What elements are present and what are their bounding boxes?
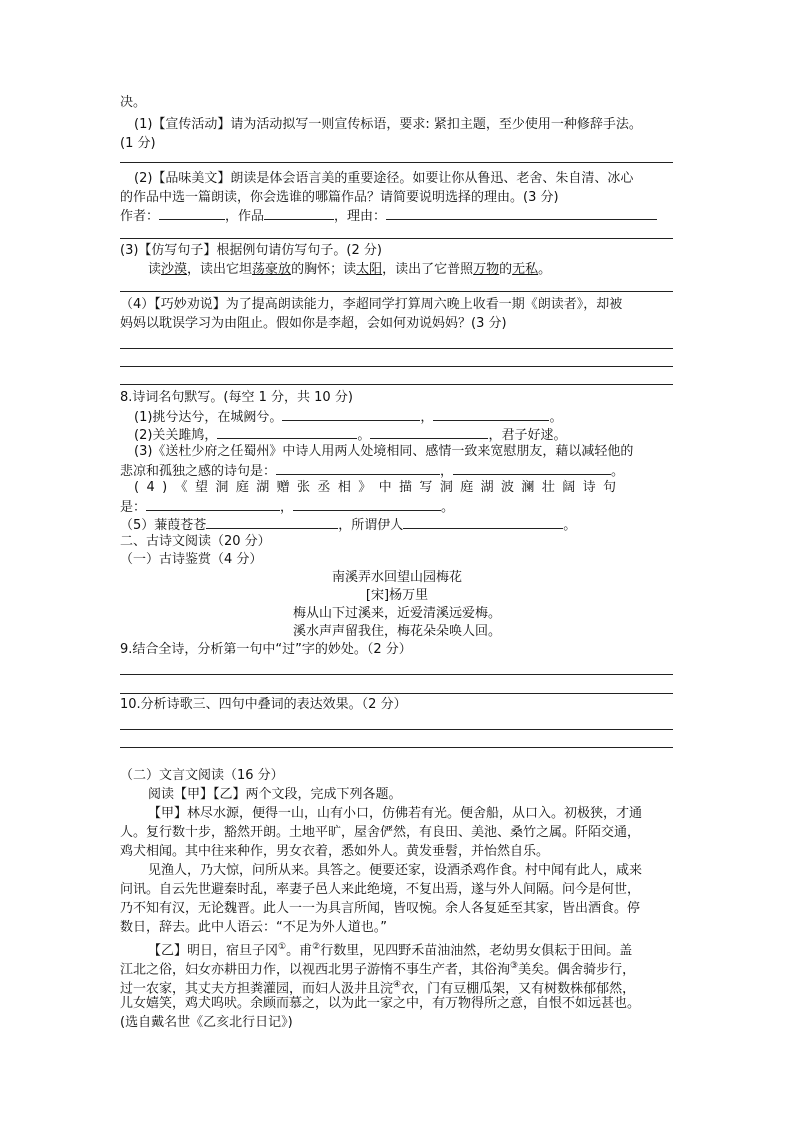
author-label: 作者： bbox=[120, 209, 160, 224]
passage-yi-line: 江北之俗，妇女亦耕田力作，以视西北男子游惰不事生产者，其俗洵③美矣。偶舍骑步行， bbox=[120, 961, 636, 978]
fill-blank[interactable] bbox=[217, 426, 357, 439]
q8-line3b: 悲凉和孤独之感的诗句是： ， 。 bbox=[120, 464, 625, 479]
answer-line[interactable] bbox=[120, 238, 673, 239]
q8-line4b: 是： ， 。 bbox=[120, 500, 455, 515]
fill-blank[interactable] bbox=[206, 516, 338, 529]
answer-line[interactable] bbox=[120, 348, 673, 349]
passage-jia-line: 乃不知有汉，无论魏晋。此人一一为具言所闻，皆叹惋。余人各复延至其家，皆出酒食。停 bbox=[120, 901, 641, 916]
answer-line[interactable] bbox=[120, 747, 673, 748]
fill-blank[interactable] bbox=[282, 408, 420, 421]
previous-text-tail: 决。 bbox=[120, 95, 147, 110]
passage-jia-line: 问讯。自云先世避秦时乱，率妻子邑人来此绝境，不复出焉，遂与外人间隔。问今是何世， bbox=[120, 882, 641, 897]
section3-sub2: （二）文言文阅读（16 分） bbox=[120, 768, 284, 783]
q8-title: 8.诗词名句默写。(每空 1 分，共 10 分) bbox=[120, 390, 353, 405]
q8-line5: （5）蒹葭苍苍 ，所谓伊人 。 bbox=[120, 518, 577, 533]
footnote-marker: ① bbox=[278, 942, 287, 952]
q7-part4-prompt-line1: （4）【巧妙劝说】为了提高朗读能力，李超同学打算周六晚上收看一期《朗读者》，却被 bbox=[120, 297, 623, 312]
fill-blank[interactable] bbox=[146, 498, 280, 511]
poem-title: 南溪弄水回望山园梅花 bbox=[331, 570, 462, 585]
answer-line[interactable] bbox=[120, 291, 673, 292]
q7-part3-prompt: (3)【仿写句子】根据例句请仿写句子。(2 分) bbox=[120, 243, 382, 258]
q8-line4a: (4)《望洞庭湖赠张丞相》中描写洞庭湖波澜壮阔诗句 bbox=[134, 480, 624, 495]
passage-jia-line: 人。复行数十步，豁然开朗。土地平旷，屋舍俨然，有良田、美池、桑竹之属。阡陌交通， bbox=[120, 825, 641, 840]
footnote-marker: ③ bbox=[510, 961, 519, 971]
answer-line[interactable] bbox=[120, 674, 673, 675]
fill-blank[interactable] bbox=[276, 462, 440, 475]
fill-blank[interactable] bbox=[453, 462, 611, 475]
answer-line[interactable] bbox=[120, 384, 673, 385]
fill-blank[interactable] bbox=[293, 498, 441, 511]
passage-yi-line: 儿女嬉笑，鸡犬呜吠。余顾而慕之，以为此一家之中，有万物得所之意，自恨不如远甚也。 bbox=[120, 996, 641, 1011]
work-label: ，作品 bbox=[225, 209, 265, 224]
work-blank[interactable] bbox=[264, 207, 334, 220]
poem-line2: 溪水声声留我住，梅花朵朵唤人回。 bbox=[292, 624, 501, 639]
passage-source: (选自戴名世《乙亥北行日记》) bbox=[120, 1015, 293, 1030]
section2-sub1: （一）古诗鉴赏（4 分） bbox=[120, 552, 263, 567]
fill-blank[interactable] bbox=[433, 408, 549, 421]
answer-line[interactable] bbox=[120, 729, 673, 730]
q7-part3-example: 读沙漠，读出它坦荡豪放的胸怀；读太阳，读出了它普照万物的无私。 bbox=[148, 262, 552, 277]
poem-author: [宋]杨万里 bbox=[365, 588, 429, 603]
passage-yi-line: 过一农家，其丈夫方担粪灌园，而妇人汲井且浣④衣，门有豆棚瓜架，又有树数株郁郁然， bbox=[120, 980, 636, 997]
q8-line1: (1)挑兮达兮，在城阙兮。 ， 。 bbox=[134, 410, 563, 425]
q7-part2-prompt-line2: 的作品中选一篇朗读，你会选谁的哪篇作品？请简要说明选择的理由。(3 分) bbox=[120, 190, 559, 205]
q7-part1-score: (1 分) bbox=[120, 136, 156, 151]
answer-line[interactable] bbox=[120, 693, 673, 694]
passage-yi-line: 【乙】明日，宿旦子冈①。甫②行数里，见四野禾苗油油然，老幼男女俱耘于田间。盖 bbox=[148, 942, 633, 959]
answer-line[interactable] bbox=[120, 366, 673, 367]
passage-jia-line: 见渔人，乃大惊，问所从来。具答之。便要还家，设酒杀鸡作食。村中闻有此人，咸来 bbox=[148, 863, 643, 878]
footnote-marker: ④ bbox=[393, 980, 402, 990]
section2-title: 二、古诗文阅读（20 分） bbox=[120, 534, 271, 549]
passage-jia-line: 鸡犬相闻。其中往来种作，男女衣着，悉如外人。黄发垂髫，并怡然自乐。 bbox=[120, 844, 550, 859]
reading-intro: 阅读【甲】【乙】两个文段，完成下列各题。 bbox=[148, 787, 402, 802]
fill-blank[interactable] bbox=[370, 426, 488, 439]
author-blank[interactable] bbox=[159, 207, 225, 220]
answer-line[interactable] bbox=[120, 162, 673, 163]
q7-part2-fill-row bbox=[120, 207, 657, 225]
passage-jia-line: 数日，辞去。此中人语云：“不足为外人道也。” bbox=[120, 920, 387, 935]
passage-jia-line: 【甲】林尽水源，便得一山，山有小口，仿佛若有光。便舍船，从口入。初极狭，才通 bbox=[148, 806, 643, 821]
q8-line3a: (3)《送杜少府之任蜀州》中诗人用两人处境相同、感情一致来宽慰朋友，藉以减轻他的 bbox=[134, 444, 634, 459]
q7-part1-prompt: (1)【宣传活动】请为活动拟写一则宣传标语，要求: 紧扣主题，至少使用一种修辞手法。 bbox=[134, 117, 642, 132]
footnote-marker: ② bbox=[312, 942, 321, 952]
reason-blank[interactable] bbox=[386, 207, 657, 220]
fill-blank[interactable] bbox=[403, 516, 563, 529]
reason-label: ，理由： bbox=[334, 209, 387, 224]
poem-line1: 梅从山下过溪来，近爱清溪远爱梅。 bbox=[292, 606, 501, 621]
q7-part4-prompt-line2: 妈妈以耽误学习为由阻止。假如你是李超，会如何劝说妈妈？(3 分) bbox=[120, 316, 507, 331]
q7-part2-prompt-line1: (2)【品味美文】朗读是体会语言美的重要途径。如要让你从鲁迅、老舍、朱自清、冰心 bbox=[134, 171, 634, 186]
q8-line2: (2)关关雎鸠， 。 ，君子好逑。 bbox=[134, 428, 567, 443]
q9-prompt: 9.结合全诗，分析第一句中“过”字的妙处。（2 分） bbox=[120, 642, 412, 657]
q10-prompt: 10.分析诗歌三、四句中叠词的表达效果。（2 分） bbox=[120, 697, 407, 712]
